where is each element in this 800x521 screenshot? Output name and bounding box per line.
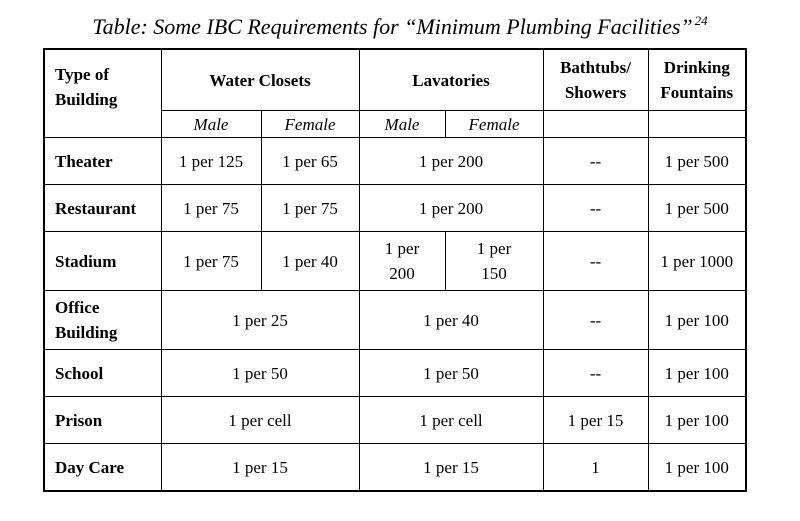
row-name: Prison xyxy=(44,397,161,444)
row-name: Stadium xyxy=(44,232,161,291)
cell-lavatories: 1 per cell xyxy=(359,397,543,444)
cell-lavatories: 1 per 50 xyxy=(359,350,543,397)
cell-lavatories: 1 per 200 xyxy=(359,185,543,232)
row-name xyxy=(44,291,161,350)
cell-lav-male-line2: 200 xyxy=(389,264,415,283)
table-row-day-care xyxy=(44,444,746,492)
row-name: Theater xyxy=(44,138,161,185)
cell-bathtubs: 1 xyxy=(543,444,648,492)
subheader-fountains-empty xyxy=(648,111,746,138)
cell-fountains: 1 per 500 xyxy=(648,138,746,185)
table-row-restaurant xyxy=(44,185,746,232)
cell-bathtubs: -- xyxy=(543,291,648,350)
cell-water-closets: 1 per 25 xyxy=(161,291,359,350)
cell-bathtubs: -- xyxy=(543,185,648,232)
header-bathtubs-line2: Showers xyxy=(564,83,627,102)
subheader-wc-male: Male xyxy=(161,111,261,138)
caption-text: Table: Some IBC Requirements for “Minimum Plumbing Facilities” xyxy=(92,14,693,39)
cell-wc-male: 1 per 125 xyxy=(161,138,261,185)
cell-bathtubs: -- xyxy=(543,138,648,185)
header-water-closets: Water Closets xyxy=(161,49,359,111)
cell-bathtubs: 1 per 15 xyxy=(543,397,648,444)
cell-fountains: 1 per 500 xyxy=(648,185,746,232)
row-name-line1: Office xyxy=(55,298,100,317)
cell-wc-female: 1 per 65 xyxy=(261,138,359,185)
cell-fountains: 1 per 100 xyxy=(648,291,746,350)
cell-fountains: 1 per 1000 xyxy=(648,232,746,291)
header-type-of-building xyxy=(44,49,161,138)
header-type-line1: Type of xyxy=(55,65,109,84)
row-name-line2: Building xyxy=(55,323,118,342)
cell-wc-male: 1 per 75 xyxy=(161,232,261,291)
subheader-lav-female: Female xyxy=(445,111,543,138)
header-type-line2: Building xyxy=(55,90,118,109)
table-row-stadium xyxy=(44,232,746,291)
table-row-office-building xyxy=(44,291,746,350)
table-row-prison xyxy=(44,397,746,444)
cell-lav-female-line2: 150 xyxy=(481,264,507,283)
cell-water-closets: 1 per 15 xyxy=(161,444,359,492)
row-name: School xyxy=(44,350,161,397)
cell-fountains: 1 per 100 xyxy=(648,444,746,492)
row-name: Restaurant xyxy=(44,185,161,232)
row-name: Day Care xyxy=(44,444,161,492)
header-bathtubs-showers xyxy=(543,49,648,111)
subheader-wc-female: Female xyxy=(261,111,359,138)
cell-lav-male xyxy=(359,232,445,291)
cell-lavatories: 1 per 200 xyxy=(359,138,543,185)
plumbing-requirements-table xyxy=(43,48,747,492)
cell-fountains: 1 per 100 xyxy=(648,397,746,444)
table-caption xyxy=(0,8,800,40)
caption-footnote: 24 xyxy=(694,13,708,28)
header-drinking-line1: Drinking xyxy=(663,58,730,77)
subheader-lav-male: Male xyxy=(359,111,445,138)
header-bathtubs-line1: Bathtubs/ xyxy=(560,58,631,77)
header-row xyxy=(44,49,746,111)
cell-wc-male: 1 per 75 xyxy=(161,185,261,232)
cell-lavatories: 1 per 15 xyxy=(359,444,543,492)
subheader-bathtubs-empty xyxy=(543,111,648,138)
cell-water-closets: 1 per cell xyxy=(161,397,359,444)
cell-bathtubs: -- xyxy=(543,350,648,397)
cell-fountains: 1 per 100 xyxy=(648,350,746,397)
table-row-theater xyxy=(44,138,746,185)
cell-water-closets: 1 per 50 xyxy=(161,350,359,397)
header-drinking-fountains xyxy=(648,49,746,111)
cell-lav-female xyxy=(445,232,543,291)
table-row-school xyxy=(44,350,746,397)
cell-wc-female: 1 per 75 xyxy=(261,185,359,232)
header-drinking-line2: Fountains xyxy=(660,83,734,102)
cell-bathtubs: -- xyxy=(543,232,648,291)
header-lavatories: Lavatories xyxy=(359,49,543,111)
cell-wc-female: 1 per 40 xyxy=(261,232,359,291)
cell-lav-male-line1: 1 per xyxy=(384,239,420,258)
cell-lavatories: 1 per 40 xyxy=(359,291,543,350)
cell-lav-female-line1: 1 per xyxy=(476,239,512,258)
